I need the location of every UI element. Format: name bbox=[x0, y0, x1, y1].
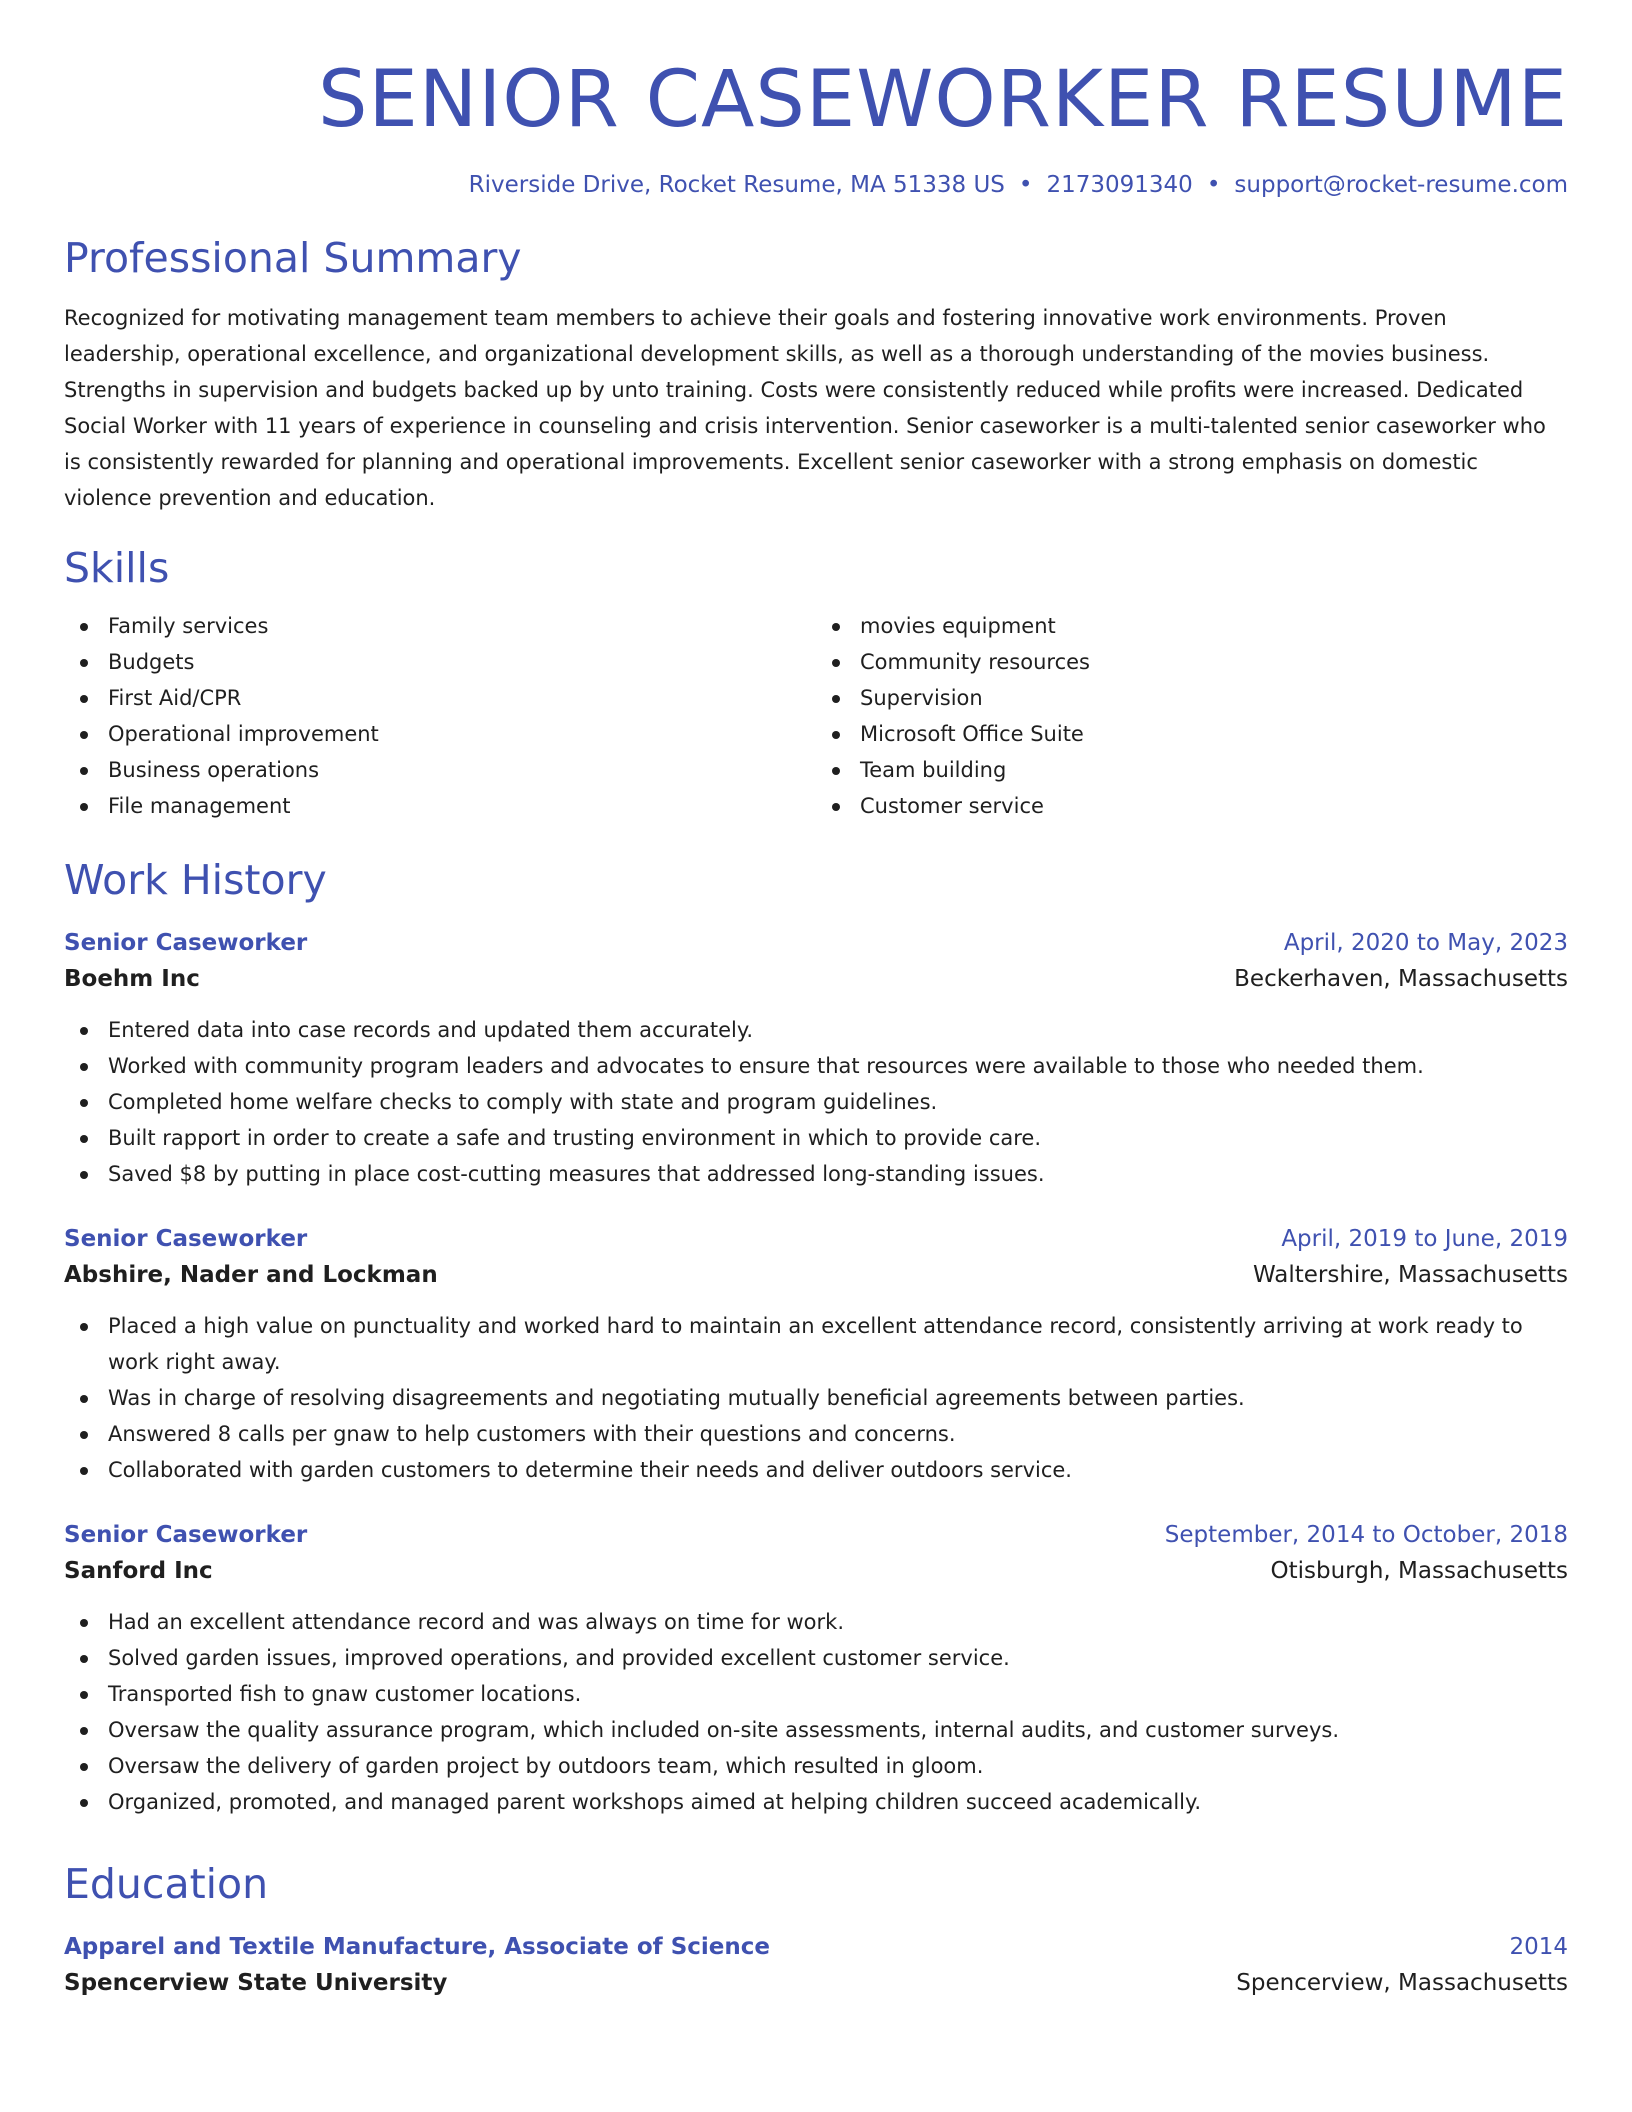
job-company: Boehm Inc bbox=[64, 966, 200, 992]
resume-title: SENIOR CASEWORKER RESUME bbox=[318, 55, 1568, 145]
job-duties bbox=[64, 1012, 1568, 1192]
education-heading: Education bbox=[64, 1860, 269, 1908]
job-dates: April, 2019 to June, 2019 bbox=[1281, 1226, 1568, 1252]
skill-item: Team building bbox=[816, 752, 1568, 788]
skill-item: Microsoft Office Suite bbox=[816, 716, 1568, 752]
job-entry bbox=[64, 1518, 1568, 1820]
skills-heading: Skills bbox=[64, 544, 170, 592]
job-company: Sanford Inc bbox=[64, 1558, 213, 1584]
job-duty: Answered 8 calls per gnaw to help customers with their questions and concerns. bbox=[64, 1416, 1568, 1452]
job-duties bbox=[64, 1604, 1568, 1820]
job-duty: Organized, promoted, and managed parent workshops aimed at helping children succeed academically. bbox=[64, 1784, 1568, 1820]
work-history-heading: Work History bbox=[64, 856, 327, 904]
job-location: Otisburgh, Massachusetts bbox=[1270, 1558, 1568, 1584]
contact-separator: • bbox=[1018, 172, 1033, 198]
job-duty: Placed a high value on punctuality and worked hard to maintain an excellent attendance record, consistently arriving at work ready to work right away. bbox=[64, 1308, 1568, 1380]
education-entry bbox=[64, 1930, 1568, 2002]
skill-item: Family services bbox=[64, 608, 816, 644]
job-duty: Worked with community program leaders and advocates to ensure that resources were available to those who needed them. bbox=[64, 1048, 1568, 1084]
contact-separator: • bbox=[1206, 172, 1221, 198]
skill-item: Supervision bbox=[816, 680, 1568, 716]
skills-column-left bbox=[64, 608, 816, 824]
skill-item: Operational improvement bbox=[64, 716, 816, 752]
summary-heading: Professional Summary bbox=[64, 234, 522, 282]
education-school: Spencerview State University bbox=[64, 1970, 448, 1996]
job-dates: September, 2014 to October, 2018 bbox=[1164, 1522, 1568, 1548]
job-duty: Oversaw the delivery of garden project by outdoors team, which resulted in gloom. bbox=[64, 1748, 1568, 1784]
contact-address: Riverside Drive, Rocket Resume, MA 51338 US bbox=[468, 172, 1005, 198]
skill-item: First Aid/CPR bbox=[64, 680, 816, 716]
education-degree: Apparel and Textile Manufacture, Associate of Science bbox=[64, 1934, 770, 1960]
job-location: Beckerhaven, Massachusetts bbox=[1234, 966, 1568, 992]
skill-item: movies equipment bbox=[816, 608, 1568, 644]
skill-item: Community resources bbox=[816, 644, 1568, 680]
education-location: Spencerview, Massachusetts bbox=[1236, 1970, 1568, 1996]
skills-column-right bbox=[816, 608, 1568, 824]
contact-line bbox=[64, 172, 1568, 198]
job-duty: Completed home welfare checks to comply with state and program guidelines. bbox=[64, 1084, 1568, 1120]
job-company: Abshire, Nader and Lockman bbox=[64, 1262, 438, 1288]
education-year: 2014 bbox=[1509, 1934, 1568, 1960]
job-dates: April, 2020 to May, 2023 bbox=[1283, 930, 1568, 956]
job-duty: Built rapport in order to create a safe and trusting environment in which to provide care. bbox=[64, 1120, 1568, 1156]
job-entry bbox=[64, 926, 1568, 1192]
job-title: Senior Caseworker bbox=[64, 1226, 308, 1252]
contact-phone: 2173091340 bbox=[1046, 172, 1193, 198]
job-duty: Transported fish to gnaw customer locations. bbox=[64, 1676, 1568, 1712]
skill-item: Budgets bbox=[64, 644, 816, 680]
job-duty: Had an excellent attendance record and was always on time for work. bbox=[64, 1604, 1568, 1640]
skill-item: File management bbox=[64, 788, 816, 824]
job-duty: Solved garden issues, improved operations, and provided excellent customer service. bbox=[64, 1640, 1568, 1676]
summary-text: Recognized for motivating management team members to achieve their goals and fostering innovative work environments. Proven leadership, operational excellence, and organizational development skills, as well as a thorough understanding of the movies business. Strengths in supervision and budgets backed up by unto training. Costs were consistently reduced while profits were increased. Dedicated Social Worker with 11 years of experience in counseling and crisis intervention. Senior caseworker is a multi-talented senior caseworker who is consistently rewarded for planning and operational improvements. Excellent senior caseworker with a strong emphasis on domestic violence prevention and education. bbox=[64, 306, 1546, 510]
job-title: Senior Caseworker bbox=[64, 930, 308, 956]
skill-item: Business operations bbox=[64, 752, 816, 788]
job-location: Waltershire, Massachusetts bbox=[1252, 1262, 1568, 1288]
job-duty: Oversaw the quality assurance program, which included on-site assessments, internal audits, and customer surveys. bbox=[64, 1712, 1568, 1748]
job-title: Senior Caseworker bbox=[64, 1522, 308, 1548]
job-duty: Saved $8 by putting in place cost-cutting measures that addressed long-standing issues. bbox=[64, 1156, 1568, 1192]
job-entry bbox=[64, 1222, 1568, 1488]
contact-email: support@rocket-resume.com bbox=[1234, 172, 1568, 198]
job-duty: Entered data into case records and updated them accurately. bbox=[64, 1012, 1568, 1048]
skill-item: Customer service bbox=[816, 788, 1568, 824]
job-duty: Collaborated with garden customers to determine their needs and deliver outdoors service. bbox=[64, 1452, 1568, 1488]
job-duties bbox=[64, 1308, 1568, 1488]
job-duty: Was in charge of resolving disagreements and negotiating mutually beneficial agreements between parties. bbox=[64, 1380, 1568, 1416]
skills-list bbox=[64, 608, 1568, 824]
